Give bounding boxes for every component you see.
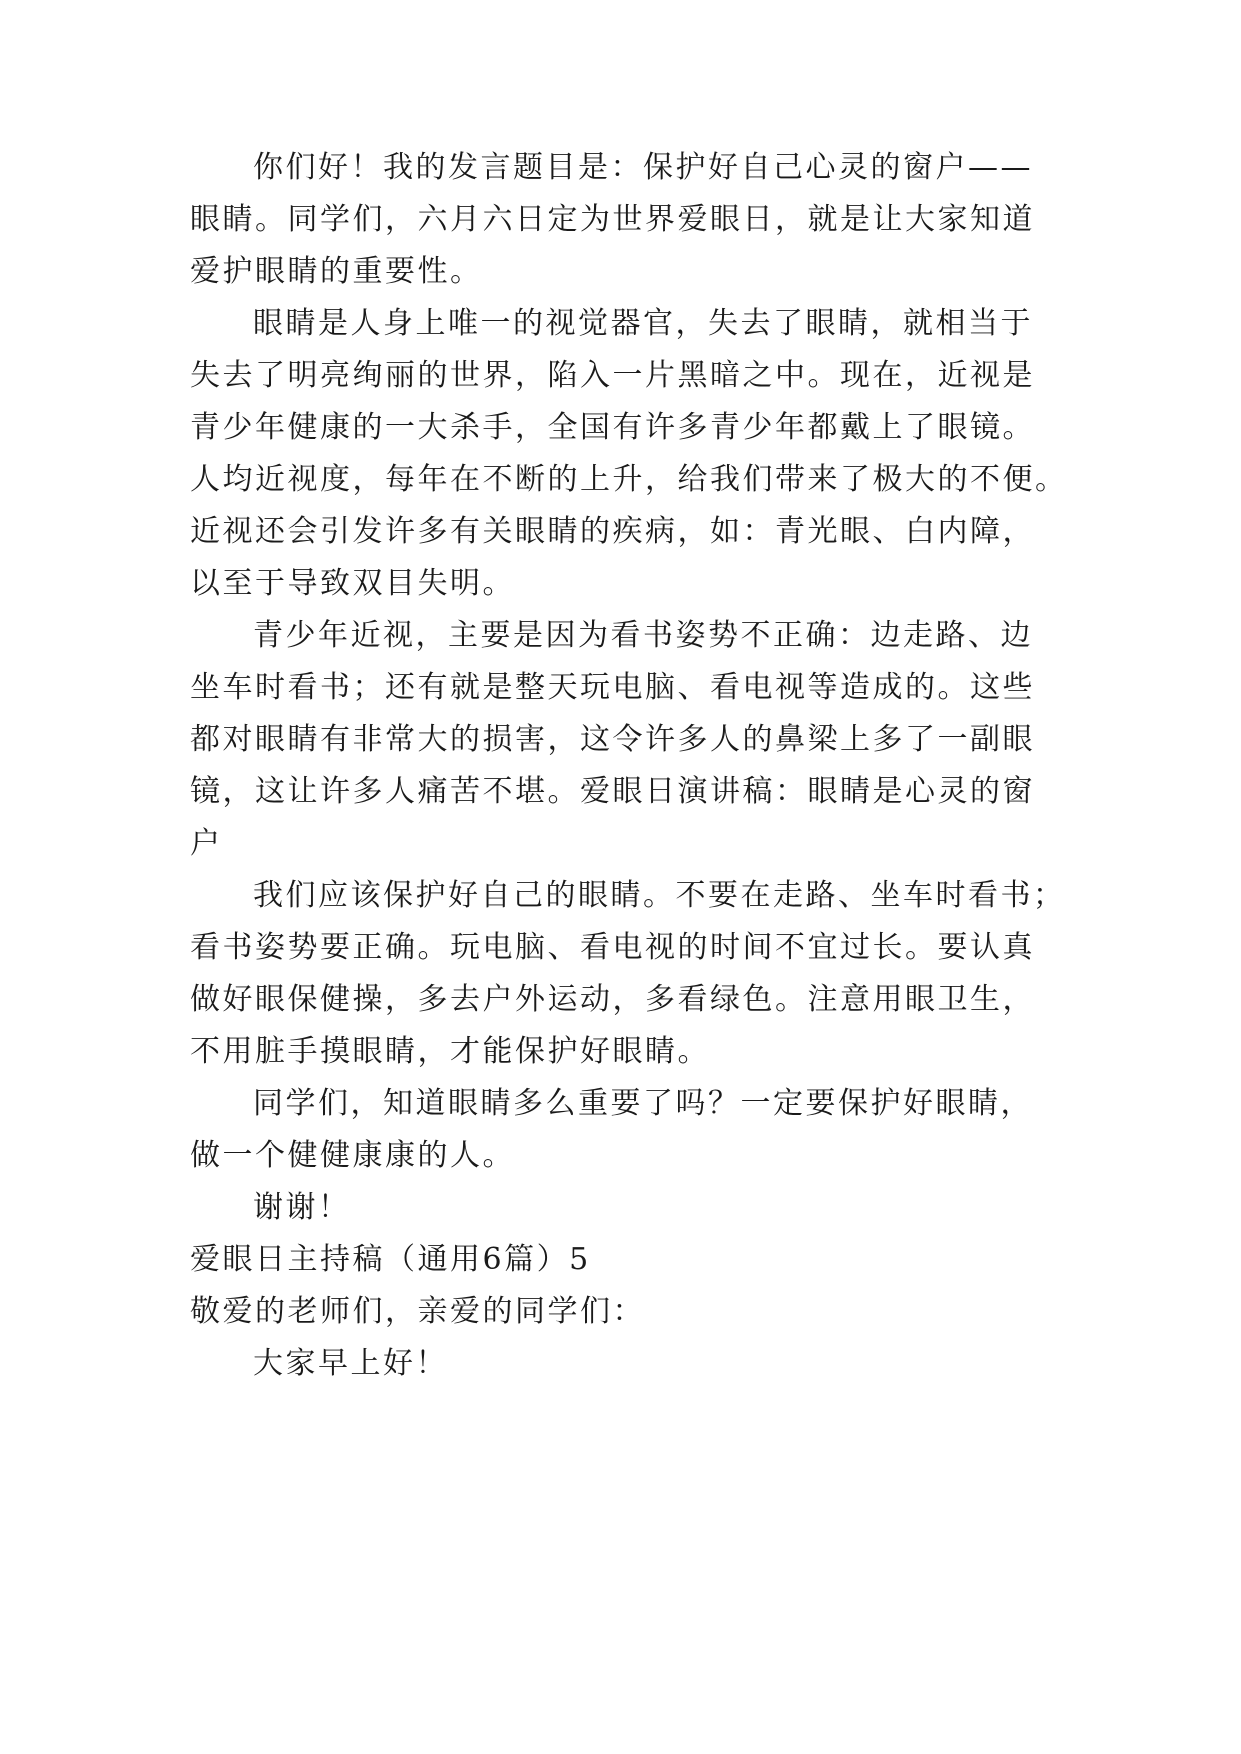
text-line: 眼睛。同学们，六月六日定为世界爱眼日，就是让大家知道 [190, 202, 1035, 237]
text-line: 青少年近视，主要是因为看书姿势不正确：边走路、边 [253, 618, 1033, 653]
text-line: 我们应该保护好自己的眼睛。不要在走路、坐车时看书； [253, 878, 1066, 913]
text-line: 都对眼睛有非常大的损害，这令许多人的鼻梁上多了一副眼 [190, 722, 1035, 757]
text-line: 青少年健康的一大杀手，全国有许多青少年都戴上了眼镜。 [190, 410, 1035, 445]
section-heading: 爱眼日主持稿（通用6篇）5 [190, 1242, 591, 1277]
text-line: 户 [190, 826, 223, 861]
text-line: 人均近视度，每年在不断的上升，给我们带来了极大的不便。 [190, 462, 1068, 497]
text-line: 看书姿势要正确。玩电脑、看电视的时间不宜过长。要认真 [190, 930, 1035, 965]
text-line: 眼睛是人身上唯一的视觉器官，失去了眼睛，就相当于 [253, 306, 1033, 341]
text-line: 爱护眼睛的重要性。 [190, 254, 483, 289]
text-line: 同学们，知道眼睛多么重要了吗？一定要保护好眼睛， [253, 1086, 1033, 1121]
text-line: 失去了明亮绚丽的世界，陷入一片黑暗之中。现在，近视是 [190, 358, 1035, 393]
text-line: 谢谢！ [253, 1190, 351, 1225]
text-line: 你们好！我的发言题目是：保护好自己心灵的窗户—— [253, 150, 1033, 185]
text-line: 做好眼保健操，多去户外运动，多看绿色。注意用眼卫生， [190, 982, 1035, 1017]
text-line: 近视还会引发许多有关眼睛的疾病，如：青光眼、白内障， [190, 514, 1035, 549]
text-line: 坐车时看书；还有就是整天玩电脑、看电视等造成的。这些 [190, 670, 1035, 705]
text-line: 不用脏手摸眼睛，才能保护好眼睛。 [190, 1034, 710, 1069]
text-line: 大家早上好！ [253, 1346, 448, 1381]
text-line: 以至于导致双目失明。 [190, 566, 515, 601]
text-line: 做一个健健康康的人。 [190, 1138, 515, 1173]
text-line: 镜，这让许多人痛苦不堪。爱眼日演讲稿：眼睛是心灵的窗 [190, 774, 1035, 809]
text-line: 敬爱的老师们，亲爱的同学们： [190, 1294, 645, 1329]
